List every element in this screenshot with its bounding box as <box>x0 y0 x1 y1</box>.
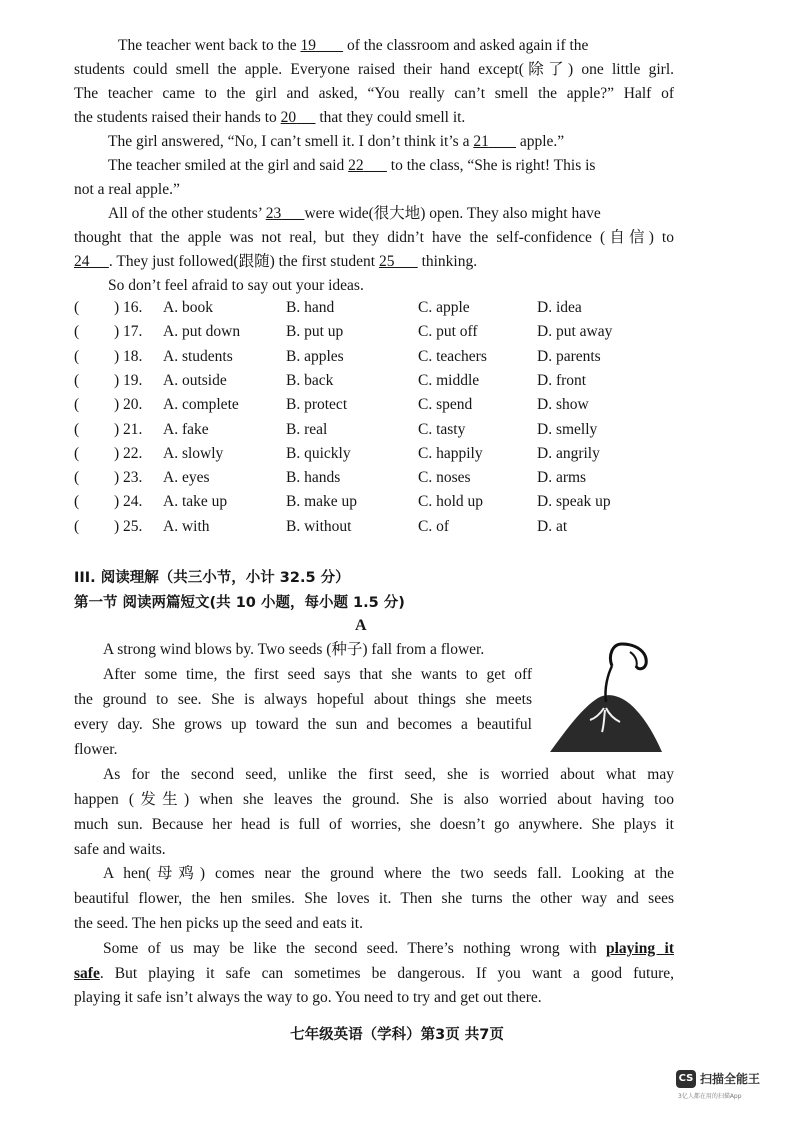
option-b: B. back <box>286 371 334 389</box>
cloze-line-1: The teacher went back to the 19 of the classroom and asked again if the <box>118 37 589 54</box>
question-number: ) 21. <box>114 420 143 438</box>
section-title: III. 阅读理解（共三小节，小计 32.5 分） <box>74 570 350 586</box>
option-d: D. front <box>537 371 587 389</box>
question-number: ) 25. <box>114 517 143 535</box>
option-a: A. fake <box>163 420 209 438</box>
cloze-line-8: All of the other students’ 23 were wide(很大地) open. They also might have <box>108 205 601 222</box>
option-d: D. show <box>537 396 589 414</box>
question-number: ) 20. <box>114 396 143 414</box>
passage-line-1: A strong wind blows by. Two seeds (种子) fall from a flower. <box>103 641 485 658</box>
option-b: B. real <box>286 420 328 438</box>
option-b: B. hand <box>286 299 335 316</box>
answer-paren: ( <box>74 323 80 341</box>
passage-line-4: every day. She grows up toward the sun and becomes a beautiful <box>74 716 532 733</box>
answer-paren: ( <box>74 299 80 316</box>
option-d: D. put away <box>537 323 613 341</box>
option-c: C. of <box>418 517 449 535</box>
option-b: B. make up <box>286 493 358 511</box>
option-d: D. speak up <box>537 493 611 511</box>
answer-paren: ( <box>74 371 80 389</box>
question-number: ) 16. <box>114 299 143 316</box>
option-b: B. put up <box>286 323 344 341</box>
option-b: B. protect <box>286 396 348 414</box>
cloze-line-11: So don’t feel afraid to say out your ideas. <box>108 277 364 294</box>
option-row <box>70 321 670 343</box>
option-row <box>70 467 670 489</box>
answer-paren: ( <box>74 444 80 462</box>
passage-line-9: safe and waits. <box>74 841 166 858</box>
blank-20: 20 <box>280 109 297 126</box>
answer-paren: ( <box>74 517 80 535</box>
blank-22: 22 <box>348 157 364 174</box>
option-row <box>70 346 670 368</box>
seed-sprout-illustration <box>546 638 664 754</box>
option-row <box>70 370 670 392</box>
option-row <box>70 297 670 319</box>
option-row <box>70 516 670 538</box>
blank-24: 24 <box>74 253 90 270</box>
option-b: B. hands <box>286 469 341 487</box>
passage-line-12: the seed. The hen picks up the seed and eats it. <box>74 915 363 932</box>
passage-line-11: beautiful flower, the hen smiles. She loves it. Then she turns the other way and sees <box>74 890 674 907</box>
phrase-playing-it: playing it <box>606 940 674 957</box>
option-c: C. noses <box>418 469 471 487</box>
cloze-line-9: thought that the apple was not real, but they didn’t have the self-confidence (自信) to <box>74 229 674 246</box>
option-d: D. angrily <box>537 444 600 462</box>
passage-line-10: A hen(母鸡) comes near the ground where the two seeds fall. Looking at the <box>103 865 674 882</box>
option-c: C. middle <box>418 371 480 389</box>
answer-paren: ( <box>74 347 80 365</box>
passage-line-8: much sun. Because her head is full of worries, she doesn’t go anywhere. She plays it <box>74 816 674 833</box>
question-number: ) 17. <box>114 323 143 341</box>
option-c: C. happily <box>418 444 483 462</box>
option-b: B. quickly <box>286 444 351 462</box>
page-footer: 七年级英语（学科）第3页 共7页 <box>290 1027 504 1043</box>
option-c: C. put off <box>418 323 478 341</box>
section-subtitle: 第一节 阅读两篇短文(共 10 小题，每小题 1.5 分) <box>74 595 405 611</box>
option-a: A. outside <box>163 371 227 389</box>
passage-line-14: safe. But playing it safe can sometimes be dangerous. If you want a good future, <box>74 965 674 982</box>
option-d: D. parents <box>537 347 601 365</box>
brand-tagline: 3亿人都在用的扫描App <box>678 1093 742 1100</box>
cloze-line-3: The teacher came to the girl and asked, “You really can’t smell the apple?” Half of <box>74 85 674 102</box>
cloze-line-2: students could smell the apple. Everyone raised their hand except(除了) one little girl. <box>74 61 674 78</box>
passage-line-7: happen (发生) when she leaves the ground. She is also worried about having too <box>74 791 674 808</box>
passage-line-6: As for the second seed, unlike the first seed, she is worried about what may <box>103 766 674 783</box>
option-row <box>70 443 670 465</box>
option-c: C. spend <box>418 396 473 414</box>
passage-line-3: the ground to see. She is always hopeful about things she meets <box>74 691 532 708</box>
passage-line-2: After some time, the first seed says that she wants to get off <box>103 666 532 683</box>
passage-line-5: flower. <box>74 741 118 758</box>
option-a: A. complete <box>163 396 239 414</box>
option-d: D. arms <box>537 469 587 487</box>
option-d: D. smelly <box>537 420 598 438</box>
passage-line-13: Some of us may be like the second seed. There’s nothing wrong with playing it <box>103 940 674 957</box>
cloze-line-10: 24 . They just followed(跟随) the first student 25 thinking. <box>74 253 478 270</box>
option-a: A. with <box>163 517 210 535</box>
option-a: A. put down <box>163 323 241 341</box>
answer-paren: ( <box>74 420 80 438</box>
phrase-safe: safe <box>74 965 100 982</box>
passage-label: A <box>355 617 367 634</box>
option-d: D. at <box>537 517 568 535</box>
cloze-line-6: The teacher smiled at the girl and said 22 to the class, “She is right! This is <box>108 157 596 174</box>
blank-25: 25 <box>378 253 395 270</box>
option-a: A. eyes <box>163 469 210 487</box>
cs-logo-icon: CS <box>676 1070 696 1088</box>
option-b: B. without <box>286 517 352 535</box>
option-row <box>70 491 670 513</box>
option-c: C. teachers <box>418 347 487 365</box>
question-number: ) 18. <box>114 347 143 365</box>
brand-name: 扫描全能王 <box>700 1072 761 1086</box>
question-number: ) 19. <box>114 371 143 389</box>
option-b: B. apples <box>286 347 344 365</box>
option-a: A. students <box>163 347 233 365</box>
option-a: A. slowly <box>163 444 224 462</box>
cloze-line-7: not a real apple.” <box>74 181 180 198</box>
blank-21: 21 <box>473 133 489 150</box>
option-c: C. tasty <box>418 420 466 438</box>
option-d: D. idea <box>537 299 582 316</box>
passage-line-15: playing it safe isn’t always the way to go. You need to try and get out there. <box>74 989 542 1006</box>
option-c: C. hold up <box>418 493 484 511</box>
cloze-line-5: The girl answered, “No, I can’t smell it. I don’t think it’s a 21 apple.” <box>108 133 565 150</box>
question-number: ) 23. <box>114 469 143 487</box>
scanner-watermark <box>676 1070 776 1104</box>
option-row <box>70 394 670 416</box>
option-a: A. take up <box>163 493 228 511</box>
answer-paren: ( <box>74 469 80 487</box>
option-row <box>70 419 670 441</box>
answer-paren: ( <box>74 493 80 511</box>
cloze-line-4: the students raised their hands to 20 that they could smell it. <box>74 109 466 126</box>
question-number: ) 22. <box>114 444 143 462</box>
question-number: ) 24. <box>114 493 143 511</box>
answer-paren: ( <box>74 396 80 414</box>
blank-19: 19 <box>300 37 316 54</box>
blank-23: 23 <box>265 205 282 222</box>
option-c: C. apple <box>418 299 470 316</box>
option-a: A. book <box>163 299 213 316</box>
